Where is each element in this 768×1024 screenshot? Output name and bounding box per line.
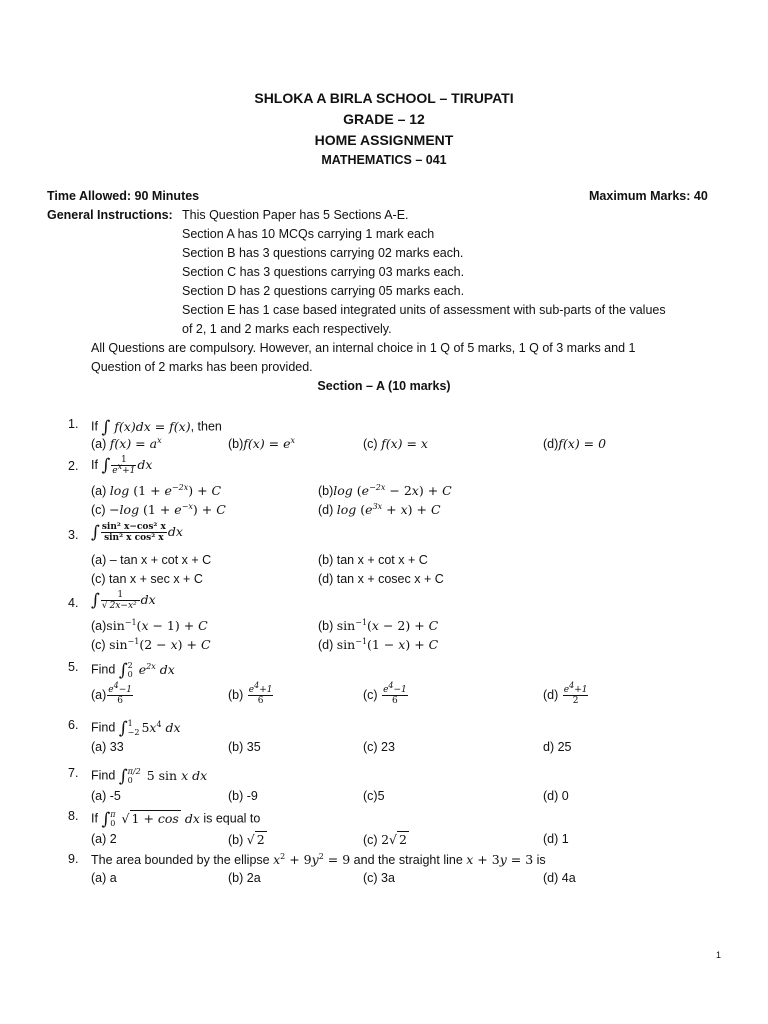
question-suffix: is equal to: [203, 811, 261, 826]
question-text: Find ∫ π/2 0 5 sin x dx: [91, 766, 208, 786]
note-line: All Questions are compulsory. However, an internal choice in 1 Q of 5 marks, 1 Q of 3 marks and 1: [91, 341, 636, 355]
option-a[interactable]: (a) – tan x + cot x + C: [91, 553, 212, 567]
option-c[interactable]: (c) $\sin^{-1}(2 - x) + C$: [91, 636, 211, 652]
option-a[interactable]: (a) 2: [91, 832, 117, 846]
option-c[interactable]: (c) −log $(1 + e^{-x}) + C$: [91, 501, 226, 517]
question-number: 7.: [68, 766, 79, 780]
school-name: SHLOKA A BIRLA SCHOOL – TIRUPATI: [254, 90, 514, 106]
question-text: The area bounded by the ellipse $x^2 + 9y^2 = 9$ and the straight line x + 3y = 3 is: [91, 851, 546, 867]
question-number: 9.: [68, 852, 79, 866]
grade-title: GRADE – 12: [343, 111, 425, 127]
option-c[interactable]: (c) 2√ 2: [363, 832, 407, 847]
question-number: 6.: [68, 718, 79, 732]
maximum-marks: [589, 189, 708, 203]
option-a[interactable]: (a) $f(x) = a^x$: [91, 435, 162, 451]
instruction-line: This Question Paper has 5 Sections A-E.: [182, 208, 409, 222]
page-number: 1: [716, 950, 722, 960]
assignment-title: HOME ASSIGNMENT: [314, 132, 454, 148]
question-suffix: , then: [190, 419, 222, 434]
option-b[interactable]: (b) 2a: [228, 871, 261, 885]
option-b[interactable]: (b) $\frac{e^4+1}{6}$: [228, 681, 273, 706]
question-prefix: Find: [91, 768, 116, 783]
question-number: 8.: [68, 809, 79, 823]
time-label: Time Allowed:: [47, 189, 132, 203]
instruction-line: of 2, 1 and 2 marks each respectively.: [182, 322, 392, 336]
option-c[interactable]: (c) $\frac{e^4-1}{6}$: [363, 681, 407, 706]
option-b[interactable]: (b) tan x + cot x + C: [318, 553, 428, 567]
option-d[interactable]: (d) 0: [543, 789, 569, 803]
option-b[interactable]: (b) $\sin^{-1}(x - 2) + C$: [318, 617, 439, 633]
option-d[interactable]: (d) 4a: [543, 871, 576, 885]
instructions-label: General Instructions:: [47, 208, 173, 222]
instruction-line: Section E has 1 case based integrated units of assessment with sub-parts of the values: [182, 303, 666, 317]
option-a[interactable]: (a) $\frac{e^4-1}{6}$: [91, 681, 132, 706]
question-text: If ∫ $\frac{1}{e^x+1}$ dx: [91, 455, 153, 476]
option-d[interactable]: (d)f(x) = 0: [543, 436, 607, 451]
marks-value: 40: [693, 189, 708, 203]
option-a[interactable]: (a) a: [91, 871, 117, 885]
question-prefix: If: [91, 419, 98, 434]
time-allowed: [47, 189, 199, 203]
question-text: ∫ $\frac{1}{\text{√ 2x−x²}}$ dx: [91, 590, 156, 611]
option-c[interactable]: (c) tan x + sec x + C: [91, 572, 203, 586]
option-d[interactable]: (d) tan x + cosec x + C: [318, 572, 444, 586]
question-text: ∫ $\frac{\text{sin² x−cos² x}}{\text{sin² x cos² x}}$ dx: [91, 522, 183, 543]
instruction-line: Section B has 3 questions carrying 02 marks each.: [182, 246, 464, 260]
question-middle: and the straight line: [353, 853, 463, 867]
option-d[interactable]: (d) $\frac{e^4+1}{2}$: [543, 681, 588, 706]
option-c[interactable]: (c) 3a: [363, 871, 395, 885]
question-number: 2.: [68, 459, 79, 473]
option-b[interactable]: $(b)f(x) = e^x$: [228, 435, 296, 451]
question-number: 4.: [68, 596, 79, 610]
section-title: Section – A (10 marks): [317, 379, 451, 393]
subject-title: MATHEMATICS – 041: [321, 153, 447, 167]
note-line: Question of 2 marks has been provided.: [91, 360, 313, 374]
option-b[interactable]: (b) √ 2: [228, 832, 265, 847]
option-d[interactable]: (d) $\log (e^{3x} + x) + C$: [318, 501, 441, 517]
question-prefix: Find: [91, 720, 116, 735]
time-value: 90 Minutes: [134, 189, 200, 203]
option-d[interactable]: (d) 1: [543, 832, 569, 846]
question-prefix: If: [91, 811, 98, 826]
question-prefix: If: [91, 458, 98, 472]
option-b[interactable]: (b)log $(e^{-2x} - 2x) + C$: [318, 482, 452, 498]
option-c[interactable]: (c)5: [363, 789, 385, 803]
option-b[interactable]: (b) 35: [228, 740, 261, 754]
question-text: [91, 417, 222, 437]
option-a[interactable]: (a) -5: [91, 789, 121, 803]
option-c[interactable]: (c) f(x) = x: [363, 436, 428, 451]
option-a[interactable]: $(a)\sin^{-1}(x - 1) + C$: [91, 617, 208, 633]
instruction-line: Section C has 3 questions carrying 03 marks each.: [182, 265, 465, 279]
option-a[interactable]: (a) 33: [91, 740, 124, 754]
option-b[interactable]: (b) -9: [228, 789, 258, 803]
question-prefix: The area bounded by the ellipse: [91, 853, 270, 867]
option-d[interactable]: d) 25: [543, 740, 572, 754]
question-text: Find ∫ 1 −2 $5x^4$ dx: [91, 718, 181, 738]
question-number: 3.: [68, 528, 79, 542]
question-prefix: Find: [91, 662, 116, 677]
question-number: 5.: [68, 660, 79, 674]
instruction-line: Section D has 2 questions carrying 05 marks each.: [182, 284, 465, 298]
marks-label: Maximum Marks:: [589, 189, 691, 203]
question-text: If ∫ π 0 √ 1 + cos dx is equal to: [91, 809, 261, 829]
option-a[interactable]: (a) $\log (1 + e^{-2x}) + C$: [91, 482, 222, 498]
option-d[interactable]: (d) $\sin^{-1}(1 - x) + C$: [318, 636, 439, 652]
integral-expression: ∫ f(x)dx = f(x): [101, 417, 191, 437]
question-suffix: is: [536, 853, 546, 867]
option-c[interactable]: (c) 23: [363, 740, 395, 754]
question-text: Find ∫ 2 0 $e^{2x}$ dx: [91, 660, 175, 680]
instruction-line: Section A has 10 MCQs carrying 1 mark each: [182, 227, 435, 241]
question-number: 1.: [68, 417, 79, 431]
